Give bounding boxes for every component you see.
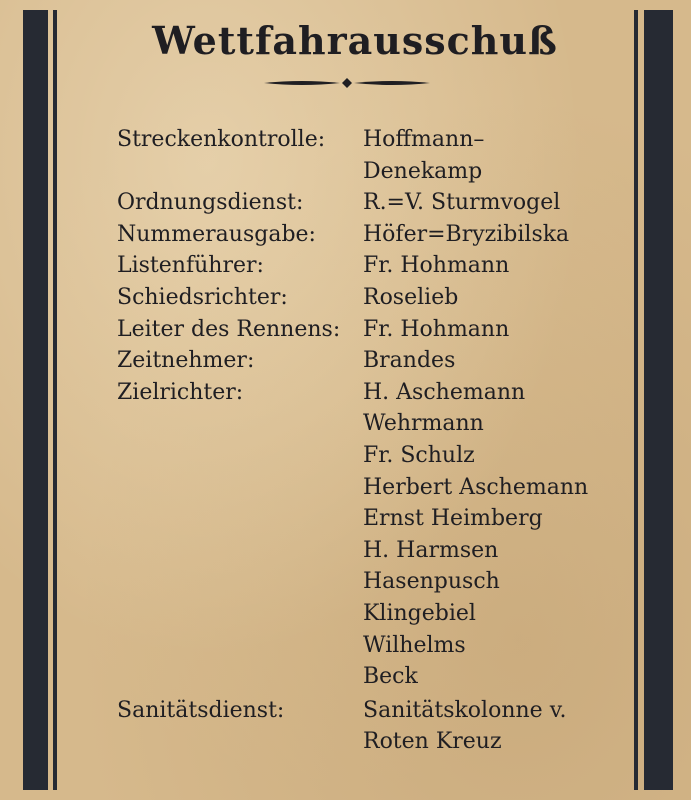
person-name: Roselieb bbox=[363, 284, 459, 310]
role-label: Zielrichter: bbox=[117, 379, 244, 405]
person-name: Beck bbox=[363, 664, 418, 690]
role-label: Schiedsrichter: bbox=[117, 284, 288, 310]
committee-row bbox=[0, 566, 691, 598]
person-name: Brandes bbox=[363, 348, 456, 374]
person-name: Wehrmann bbox=[363, 411, 484, 437]
committee-row bbox=[0, 345, 691, 377]
role-label: Leiter des Rennens: bbox=[117, 316, 341, 342]
person-name: R.=V. Sturmvogel bbox=[363, 190, 561, 216]
committee-list bbox=[0, 124, 691, 758]
page-title: Wettfahrausschuß bbox=[152, 18, 558, 63]
person-name: Denekamp bbox=[363, 158, 483, 184]
committee-row bbox=[0, 695, 691, 727]
person-name: Hoffmann– bbox=[363, 127, 485, 152]
committee-row bbox=[0, 726, 691, 758]
role-label: Ordnungsdienst: bbox=[117, 190, 304, 216]
committee-row bbox=[0, 250, 691, 282]
committee-row bbox=[0, 535, 691, 567]
ornament-divider-icon bbox=[262, 75, 432, 91]
committee-row bbox=[0, 440, 691, 472]
person-name: Ernst Heimberg bbox=[363, 506, 543, 532]
person-name: Roten Kreuz bbox=[363, 729, 502, 755]
person-name: Fr. Hohmann bbox=[363, 253, 510, 279]
person-name: Herbert Aschemann bbox=[363, 474, 589, 500]
person-name: H. Aschemann bbox=[363, 379, 526, 405]
committee-row bbox=[0, 282, 691, 314]
committee-row bbox=[0, 598, 691, 630]
person-name: Wilhelms bbox=[363, 632, 466, 658]
committee-row bbox=[0, 187, 691, 219]
committee-row bbox=[0, 377, 691, 409]
committee-row bbox=[0, 314, 691, 346]
committee-row bbox=[0, 503, 691, 535]
role-label: Listenführer: bbox=[117, 253, 264, 279]
committee-row bbox=[0, 124, 691, 156]
committee-row bbox=[0, 630, 691, 662]
committee-row bbox=[0, 472, 691, 504]
role-label: Sanitätsdienst: bbox=[117, 697, 285, 723]
person-name: Höfer=Bryzibilska bbox=[363, 221, 570, 247]
person-name: Fr. Hohmann bbox=[363, 316, 510, 342]
role-label: Zeitnehmer: bbox=[117, 348, 255, 374]
committee-row bbox=[0, 661, 691, 693]
person-name: Sanitätskolonne v. bbox=[363, 697, 567, 723]
person-name: Hasenpusch bbox=[363, 569, 500, 595]
person-name: Klingebiel bbox=[363, 600, 476, 626]
person-name: Fr. Schulz bbox=[363, 442, 475, 468]
role-label: Streckenkontrolle: bbox=[117, 127, 326, 152]
person-name: H. Harmsen bbox=[363, 537, 499, 563]
role-label: Nummerausgabe: bbox=[117, 221, 316, 247]
committee-row bbox=[0, 156, 691, 188]
committee-row bbox=[0, 219, 691, 251]
committee-row bbox=[0, 408, 691, 440]
